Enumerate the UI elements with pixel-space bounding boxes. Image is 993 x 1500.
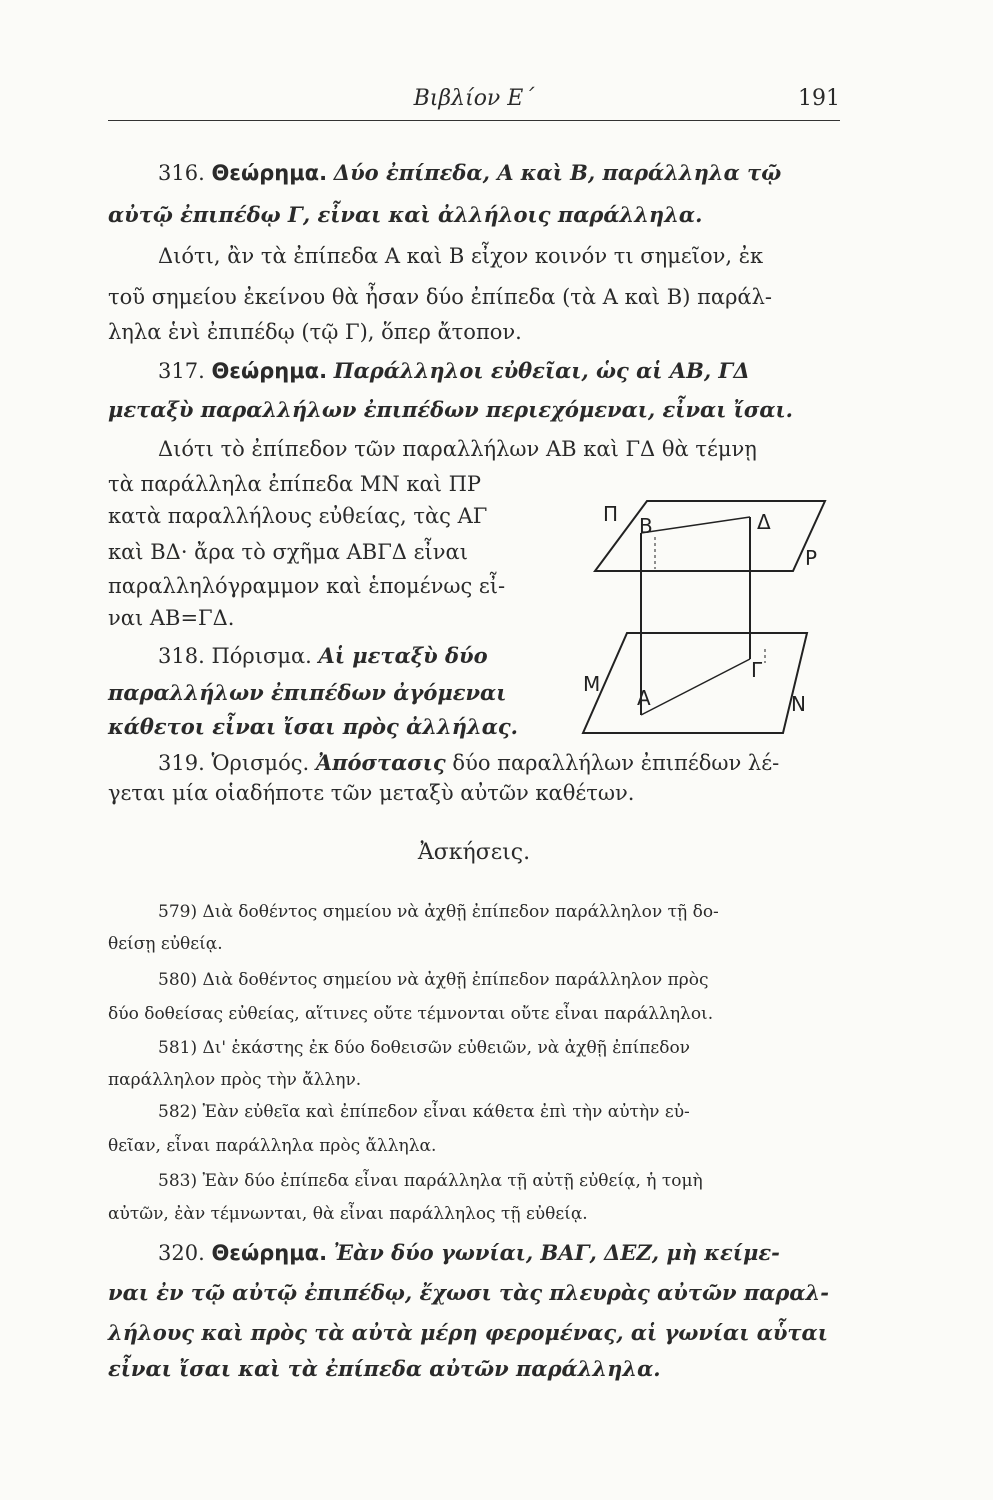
section-number: 319.: [158, 751, 205, 775]
defined-term: Ἀπόστασις: [315, 750, 446, 775]
theorem-316-line-1: [158, 160, 781, 185]
label-Pi: Π: [603, 502, 619, 526]
proof-316-line-1: Διότι, ἂν τὰ ἐπίπεδα Α καὶ Β εἶχον κοινόν τι σημεῖον, ἐκ: [158, 244, 764, 268]
exercise-581-line-1: 581) Δι' ἑκάστης ἐκ δύο δοθεισῶν εὐθειῶν, νὰ ἀχθῇ ἐπίπεδον: [158, 1038, 691, 1058]
plane-MN: [583, 633, 807, 733]
plane-PR: [595, 501, 825, 571]
proof-316-line-3: ληλα ἑνὶ ἐπιπέδῳ (τῷ Γ), ὅπερ ἄτοπον.: [108, 320, 522, 344]
corollary-318-line-1: [158, 643, 488, 668]
proof-317-line-5: παραλληλόγραμμον καὶ ἑπομένως εἶ-: [108, 574, 506, 598]
proof-317-line-6: ναι ΑΒ=ΓΔ.: [108, 606, 235, 630]
exercise-583-line-1: 583) Ἐὰν δύο ἐπίπεδα εἶναι παράλληλα τῇ αὐτῇ εὐθείᾳ, ἡ τομὴ: [158, 1171, 703, 1191]
exercise-582-line-1: 582) Ἐὰν εὐθεῖα καὶ ἐπίπεδον εἶναι κάθετα ἐπὶ τὴν αὐτὴν εὐ-: [158, 1102, 690, 1122]
corollary-318-line-3: κάθετοι εἶναι ἴσαι πρὸς ἀλλήλας.: [108, 714, 518, 739]
exercise-581-line-2: παράλληλον πρὸς τὴν ἄλλην.: [108, 1070, 362, 1090]
corollary-statement: Αἱ μεταξὺ δύο: [318, 643, 488, 668]
theorem-statement: Δύο ἐπίπεδα, Α καὶ Β, παράλληλα τῷ: [333, 160, 782, 185]
running-title: Βιβλίον Ε΄: [413, 86, 535, 111]
line-AG: [641, 659, 750, 715]
exercise-583-line-2: αὐτῶν, ἐὰν τέμνωνται, θὰ εἶναι παράλληλος τῇ εὐθείᾳ.: [108, 1204, 588, 1224]
label-Mu: Μ: [583, 672, 601, 696]
exercise-580-line-1: 580) Διὰ δοθέντος σημείου νὰ ἀχθῇ ἐπίπεδον παράλληλον πρὸς: [158, 970, 709, 990]
exercise-579-line-1: 579) Διὰ δοθέντος σημείου νὰ ἀχθῇ ἐπίπεδον παράλληλον τῇ δο-: [158, 902, 719, 922]
label-B: Β: [639, 514, 653, 538]
label-Nu: Ν: [791, 692, 806, 716]
section-label: Θεώρημα.: [211, 161, 328, 185]
section-number: 316.: [158, 161, 205, 185]
label-Gamma: Γ: [751, 658, 763, 682]
section-label: Θεώρημα.: [211, 359, 328, 383]
section-label: Θεώρημα.: [211, 1241, 328, 1265]
proof-317-line-3: κατὰ παραλλήλους εὐθείας, τὰς ΑΓ: [108, 504, 488, 528]
section-label: Ὁρισμός.: [211, 751, 310, 775]
header-rule: [108, 120, 840, 121]
proof-317-line-2: τὰ παράλληλα ἐπίπεδα ΜΝ καὶ ΠΡ: [108, 472, 482, 496]
section-number: 318.: [158, 644, 205, 668]
proof-317-line-4: καὶ ΒΔ· ἄρα τὸ σχῆμα ΑΒΓΔ εἶναι: [108, 540, 468, 564]
theorem-statement: Ἐὰν δύο γωνίαι, ΒΑΓ, ΔΕΖ, μὴ κείμε-: [333, 1240, 780, 1265]
exercise-580-line-2: δύο δοθείσας εὐθείας, αἵτινες οὔτε τέμνονται οὔτε εἶναι παράλληλοι.: [108, 1004, 714, 1024]
theorem-320-line-2: ναι ἐν τῷ αὐτῷ ἐπιπέδῳ, ἔχωσι τὰς πλευρὰς αὐτῶν παραλ-: [108, 1280, 829, 1305]
page-number: 191: [798, 86, 840, 111]
exercise-582-line-2: θεῖαν, εἶναι παράλληλα πρὸς ἄλληλα.: [108, 1136, 437, 1156]
section-label: Πόρισμα.: [211, 644, 312, 668]
exercises-heading: Ἀσκήσεις.: [417, 840, 531, 865]
theorem-statement: Παράλληλοι εὐθεῖαι, ὡς αἱ ΑΒ, ΓΔ: [333, 358, 750, 383]
exercise-579-line-2: θείσῃ εὐθείᾳ.: [108, 934, 223, 954]
theorem-320-line-4: εἶναι ἴσαι καὶ τὰ ἐπίπεδα αὐτῶν παράλληλα.: [108, 1356, 661, 1381]
label-Rho: Ρ: [805, 546, 818, 570]
corollary-318-line-2: παραλλήλων ἐπιπέδων ἀγόμεναι: [108, 680, 507, 705]
line-BD: [641, 517, 750, 533]
theorem-320-line-1: [158, 1240, 780, 1265]
theorem-317-line-1: [158, 358, 750, 383]
theorem-320-line-3: λήλους καὶ πρὸς τὰ αὐτὰ μέρη φερομένας, αἱ γωνίαι αὗται: [108, 1320, 828, 1345]
definition-319-line-1: [158, 750, 779, 775]
definition-319-line-2: γεται μία οἱαδήποτε τῶν μεταξὺ αὐτῶν καθέτων.: [108, 781, 635, 805]
theorem-317-line-2: μεταξὺ παραλλήλων ἐπιπέδων περιεχόμεναι, εἶναι ἴσαι.: [108, 397, 793, 422]
label-Alpha: Α: [637, 686, 651, 710]
proof-317-line-1: Διότι τὸ ἐπίπεδον τῶν παραλλήλων ΑΒ καὶ ΓΔ θὰ τέμνῃ: [158, 437, 757, 461]
parallel-planes-figure: [575, 493, 835, 753]
section-number: 317.: [158, 359, 205, 383]
proof-316-line-2: τοῦ σημείου ἐκείνου θὰ ἦσαν δύο ἐπίπεδα (τὰ Α καὶ Β) παράλ-: [108, 285, 773, 309]
page-header: [108, 86, 840, 126]
definition-text: δύο παραλλήλων ἐπιπέδων λέ-: [452, 751, 780, 775]
theorem-316-line-2: αὐτῷ ἐπιπέδῳ Γ, εἶναι καὶ ἀλλήλοις παράλληλα.: [108, 202, 703, 227]
section-number: 320.: [158, 1241, 205, 1265]
label-Delta: Δ: [757, 510, 771, 534]
